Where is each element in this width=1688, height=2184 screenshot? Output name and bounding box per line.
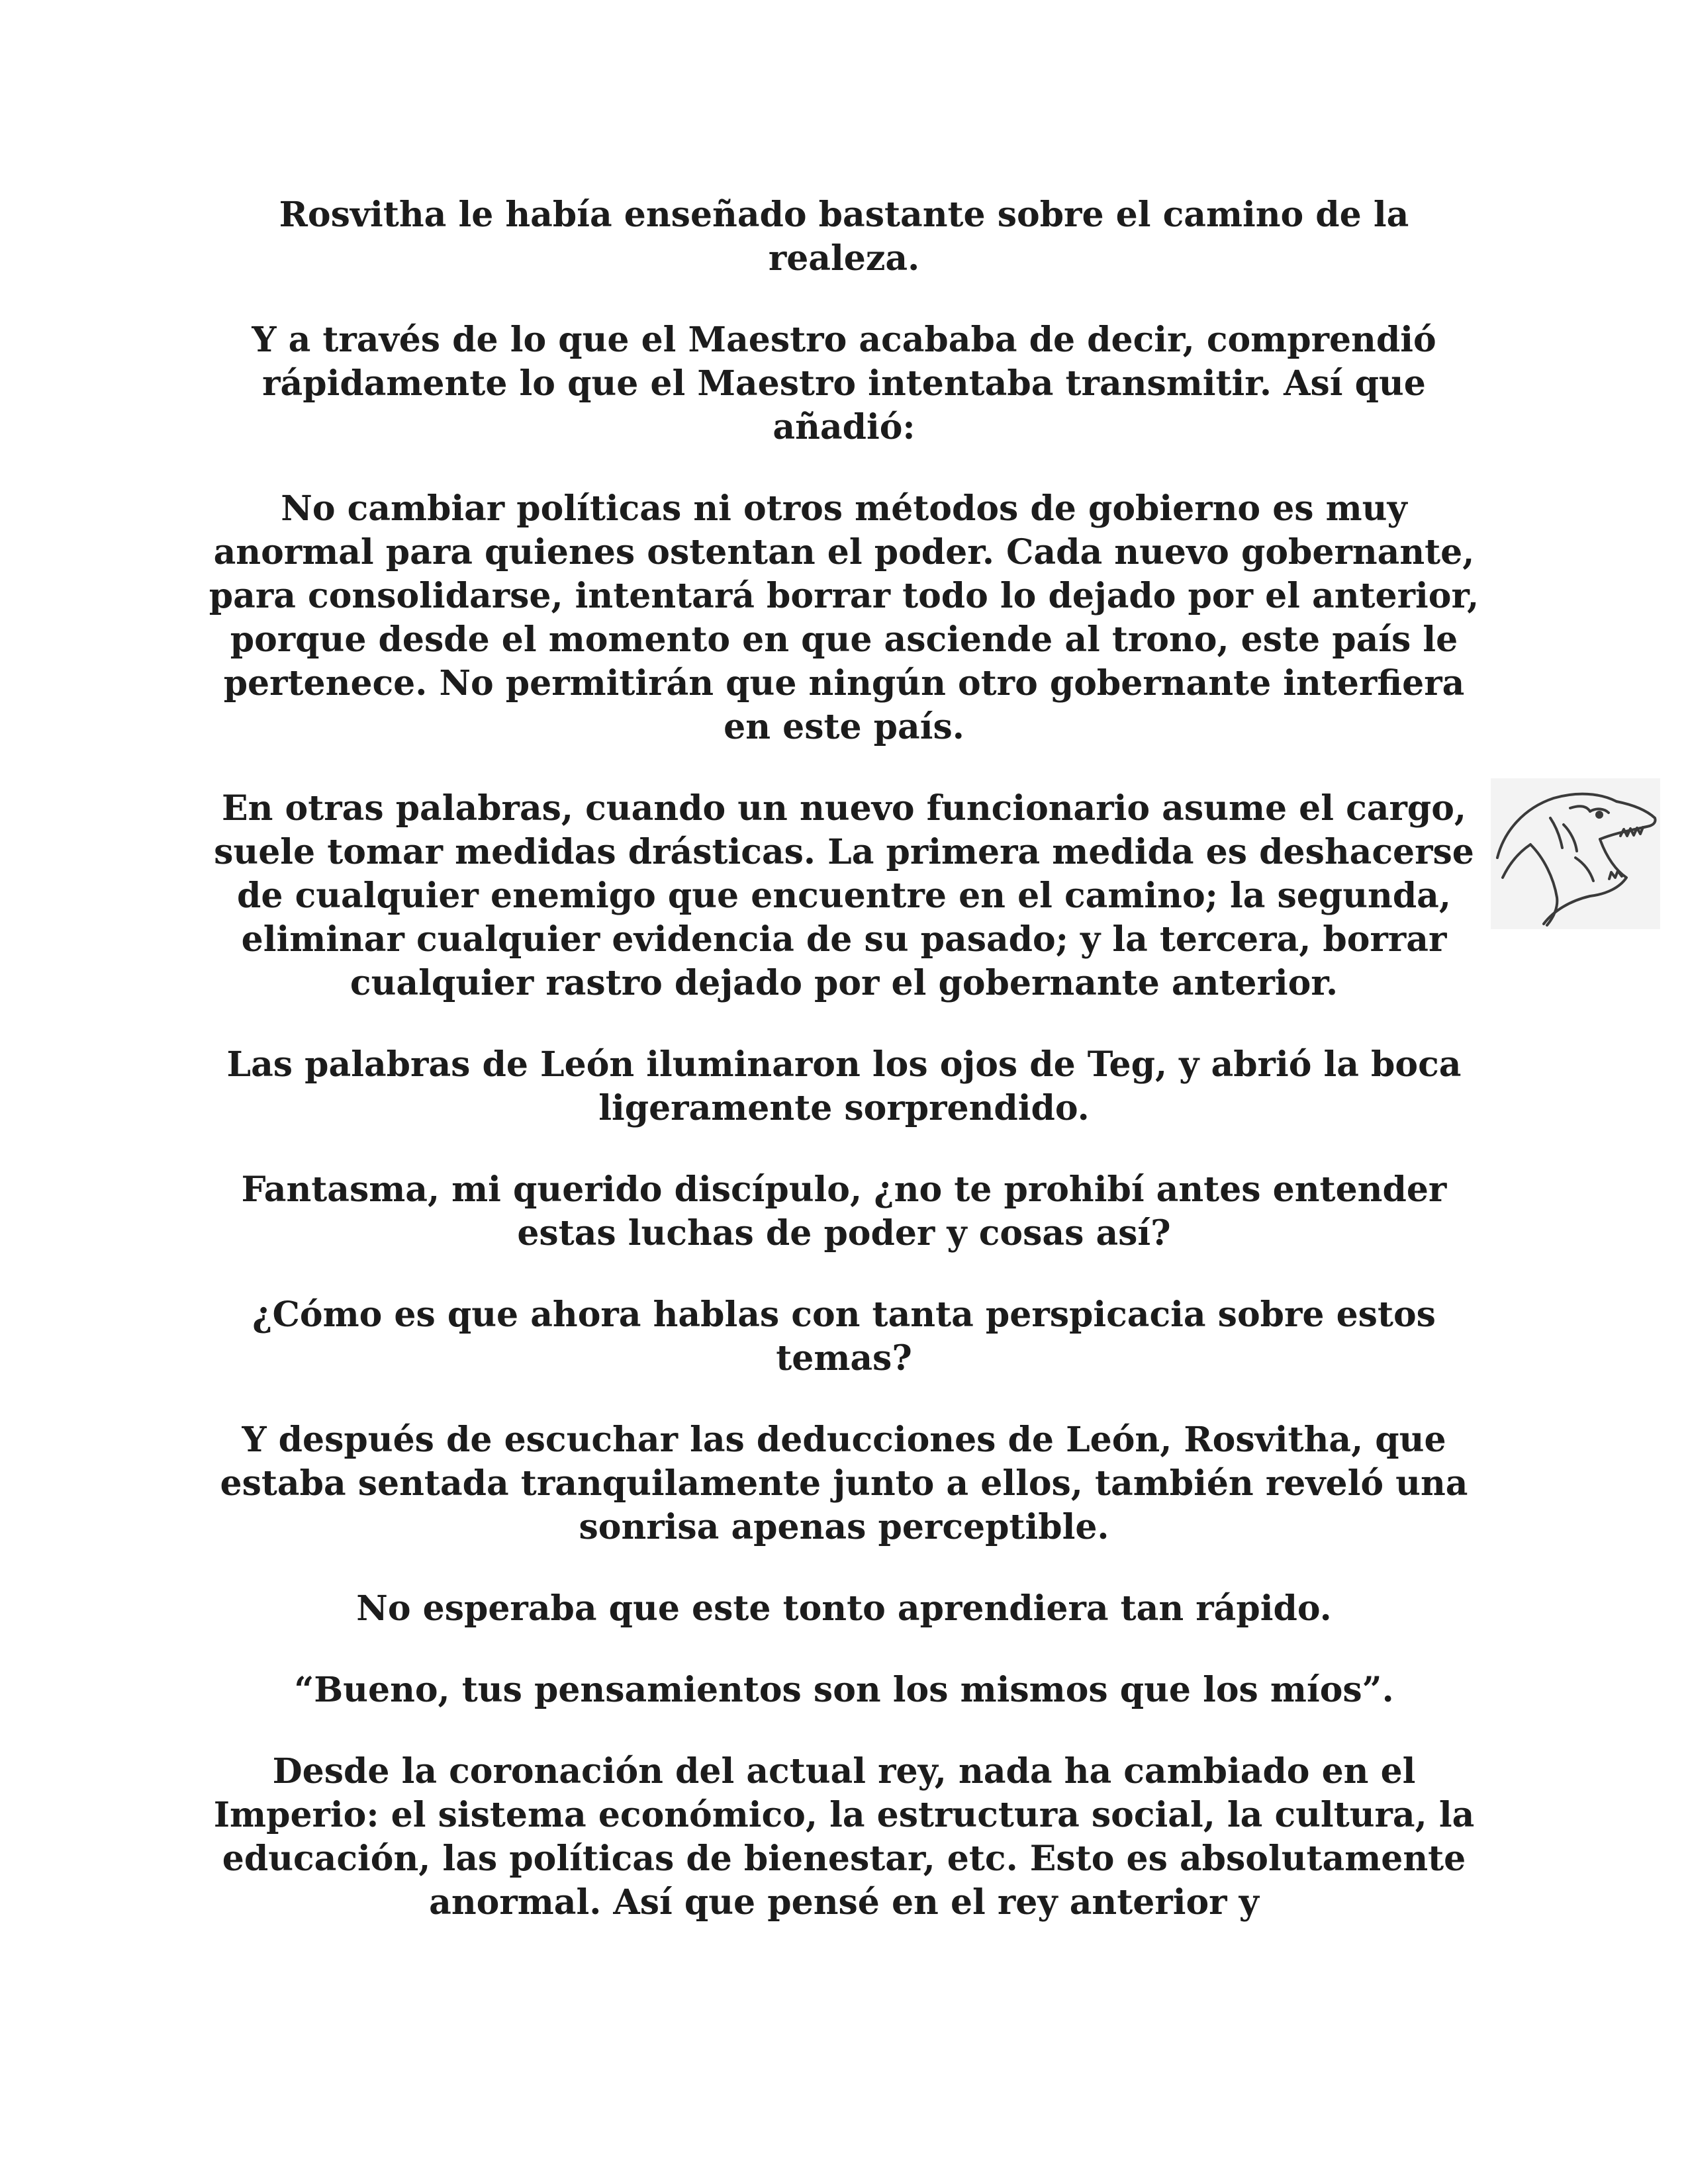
dinosaur-head-sketch-icon [1491, 778, 1660, 929]
story-text [199, 193, 1489, 1962]
paragraph: No cambiar políticas ni otros métodos de gobierno es muy anormal para quienes ostentan el poder. Cada nuevo gobernante, para consolidarse, intentará borrar todo lo dejado por el anterior, porque desde el momento en que asciende al trono, este país le pertenece. No permitirán que ningún otro gobernante interfiera en este país. [209, 488, 1479, 747]
paragraph: Desde la coronación del actual rey, nada ha cambiado en el Imperio: el sistema económico, la estructura social, la cultura, la educación, las políticas de bienestar, etc. Esto es absolutamente anormal. Así que pensé en el rey anterior y [213, 1751, 1475, 1923]
paragraph: Fantasma, mi querido discípulo, ¿no te prohibí antes entender estas luchas de poder y cosas así? [241, 1169, 1447, 1253]
paragraph: Y a través de lo que el Maestro acababa de decir, comprendió rápidamente lo que el Maestro intentaba transmitir. Así que añadió: [252, 320, 1436, 447]
paragraph: “Bueno, tus pensamientos son los mismos que los míos”. [294, 1670, 1394, 1710]
paragraph: Y después de escuchar las deducciones de León, Rosvitha, que estaba sentada tranquilamente junto a ellos, también reveló una sonrisa apenas perceptible. [220, 1420, 1468, 1547]
paragraph: En otras palabras, cuando un nuevo funcionario asume el cargo, suele tomar medidas drásticas. La primera medida es deshacerse de cualquier enemigo que encuentre en el camino; la segunda, eliminar cualquier evidencia de su pasado; y la tercera, borrar cualquier rastro dejado por el gobernante anterior. [214, 788, 1474, 1003]
paragraph: Rosvitha le había enseñado bastante sobre el camino de la realeza. [279, 195, 1409, 279]
paragraph: ¿Cómo es que ahora hablas con tanta perspicacia sobre estos temas? [252, 1295, 1436, 1379]
paragraph: No esperaba que este tonto aprendiera tan rápido. [356, 1588, 1332, 1629]
paragraph: Las palabras de León iluminaron los ojos de Teg, y abrió la boca ligeramente sorprendido. [226, 1044, 1462, 1128]
